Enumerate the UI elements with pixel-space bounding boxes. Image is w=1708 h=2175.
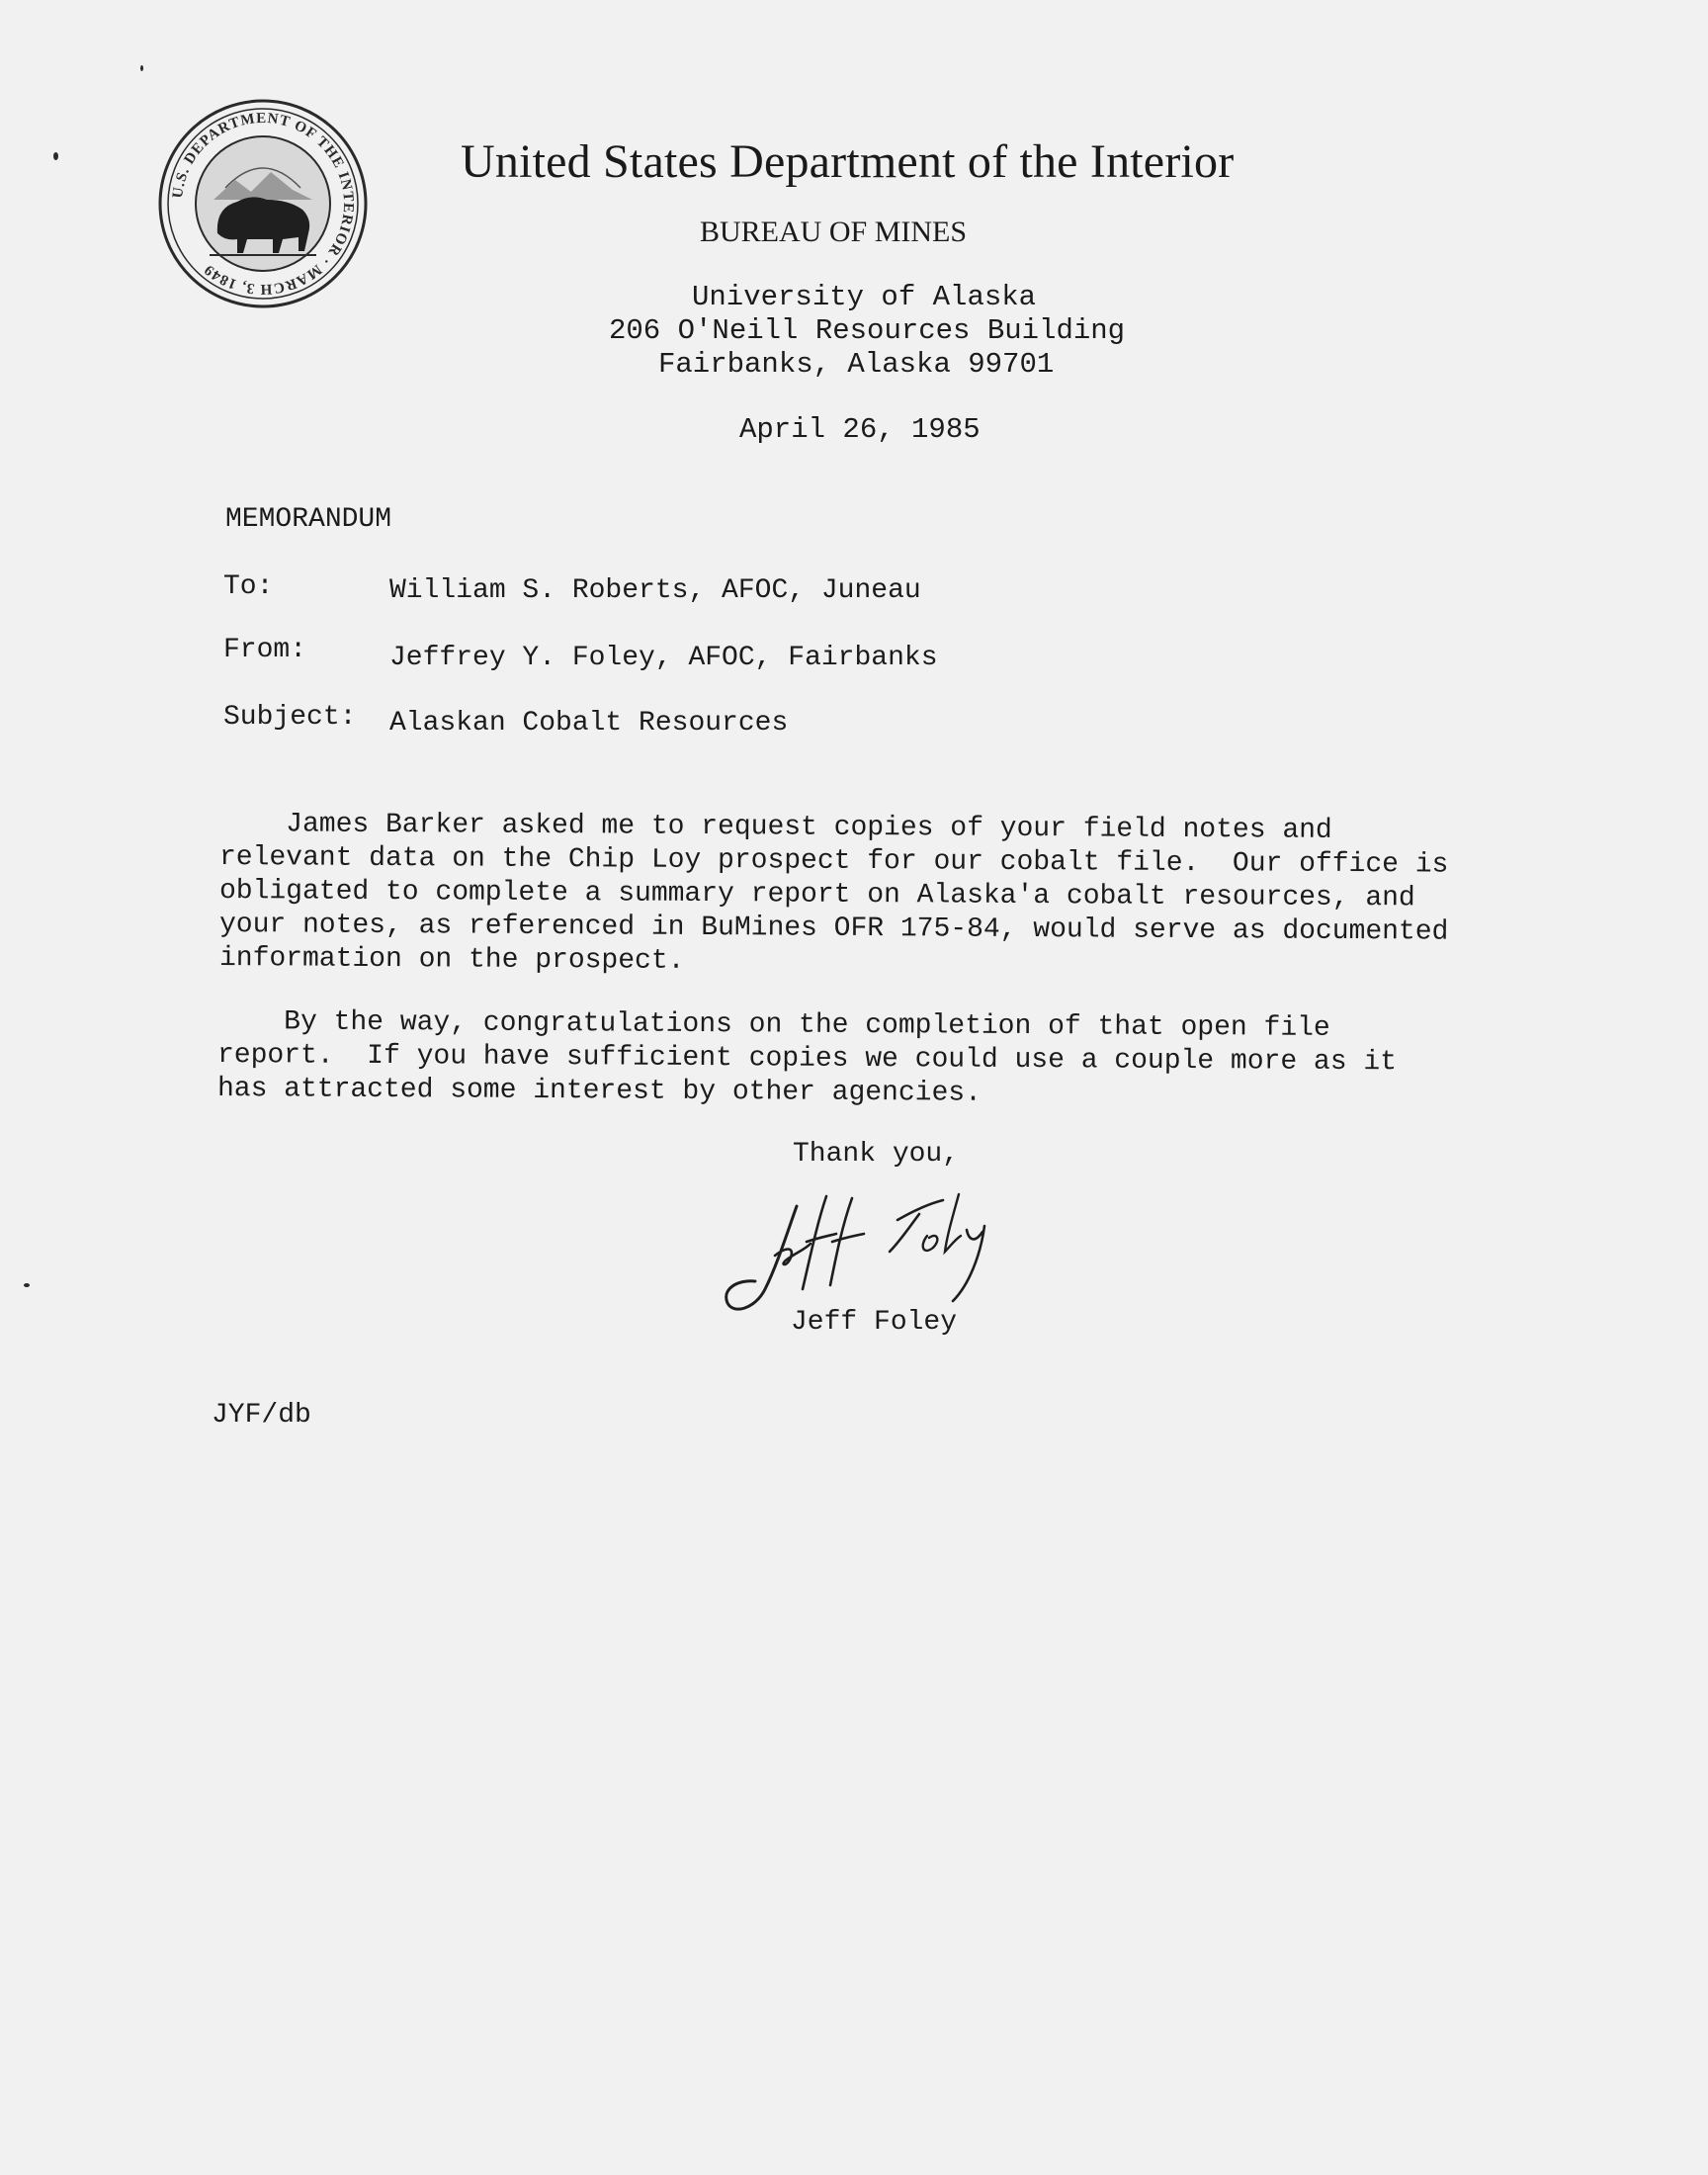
address-line-2: 206 O'Neill Resources Building: [609, 314, 1126, 347]
from-value: Jeffrey Y. Foley, AFOC, Fairbanks: [389, 643, 938, 673]
seal-text: U.S. DEPARTMENT OF THE INTERIOR · MARCH 3, 1849: [170, 110, 357, 298]
department-seal: [156, 97, 370, 310]
address-line-1: University of Alaska: [692, 281, 1037, 313]
scan-speck: [140, 65, 143, 71]
paragraph-2-line-2: report. If you have sufficient copies we could use a couple more as it: [216, 1040, 1398, 1079]
signer-name: Jeff Foley: [791, 1307, 958, 1338]
paragraph-1-line-2: relevant data on the Chip Loy prospect for our cobalt file. Our office is: [218, 842, 1449, 881]
subject-label: Subject:: [223, 702, 357, 733]
to-value: William S. Roberts, AFOC, Juneau: [389, 575, 921, 606]
department-title: United States Department of the Interior: [461, 135, 1235, 188]
bureau-name: BUREAU OF MINES: [700, 216, 968, 248]
from-label: From:: [223, 635, 307, 665]
paragraph-1-line-4: your notes, as referenced in BuMines OFR 175-84, would serve as documented: [218, 910, 1449, 948]
subject-value: Alaskan Cobalt Resources: [389, 708, 789, 739]
paragraph-2-line-3: has attracted some interest by other agencies.: [216, 1074, 982, 1109]
paragraph-1-line-5: information on the prospect.: [218, 943, 685, 977]
closing: Thank you,: [793, 1139, 960, 1170]
to-label: To:: [223, 571, 274, 602]
scan-speck: [24, 1283, 30, 1287]
typist-initials: JYF/db: [212, 1400, 311, 1431]
paragraph-2-line-1: By the way, congratulations on the completion of that open file: [216, 1006, 1330, 1044]
address-line-3: Fairbanks, Alaska 99701: [658, 348, 1055, 381]
handwritten-signature: [716, 1186, 1052, 1325]
paragraph-1-line-1: James Barker asked me to request copies of your field notes and: [218, 809, 1332, 846]
memo-date: April 26, 1985: [739, 413, 981, 446]
scan-speck: [53, 152, 58, 160]
paragraph-1-line-3: obligated to complete a summary report on Alaska'a cobalt resources, and: [218, 876, 1415, 914]
memo-title: MEMORANDUM: [225, 504, 392, 535]
